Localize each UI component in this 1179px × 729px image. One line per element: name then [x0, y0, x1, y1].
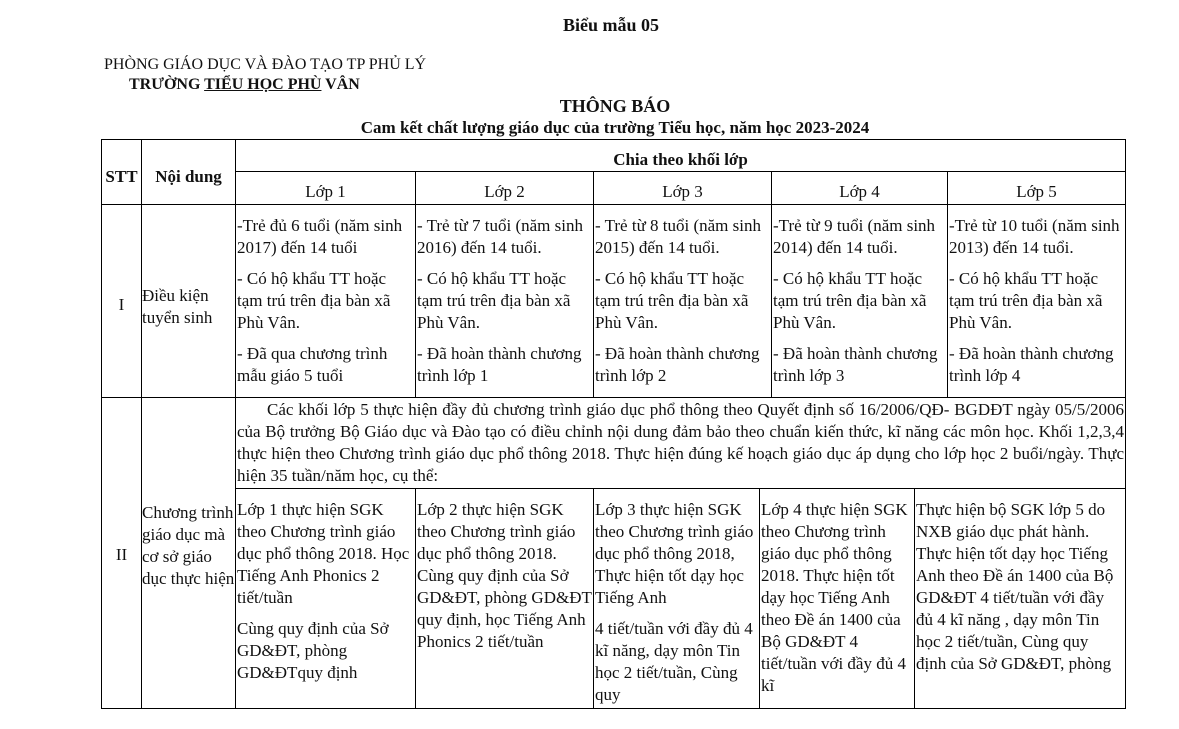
header-grade-3: Lớp 3	[662, 182, 703, 201]
row1-grade4-prereq: - Đã hoàn thành chương trình lớp 3	[773, 344, 938, 385]
row1-grade1-prereq: - Đã qua chương trình mẫu giáo 5 tuổi	[237, 344, 388, 385]
row1-grade3-age: - Trẻ từ 8 tuổi (năm sinh 2015) đến 14 tuổi.	[595, 216, 761, 257]
row1-grade1-residence: - Có hộ khẩu TT hoặc tạm trú trên địa bàn xã Phù Vân.	[237, 269, 391, 332]
row2-content: Chương trình giáo dục mà cơ sở giáo dục thực hiện	[142, 503, 235, 588]
department-name: PHÒNG GIÁO DỤC VÀ ĐÀO TẠO TP PHỦ LÝ	[104, 56, 427, 73]
row1-grade1-age: -Trẻ đủ 6 tuổi (năm sinh 2017) đến 14 tuổi	[237, 216, 403, 257]
header-grade-2: Lớp 2	[484, 182, 525, 201]
row1-stt: I	[118, 295, 125, 314]
row1-grade3	[595, 215, 771, 396]
row2-grade1	[237, 499, 415, 707]
row2-grade5	[916, 499, 1121, 707]
row1-grade2-residence: - Có hộ khẩu TT hoặc tạm trú trên địa bàn xã Phù Vân.	[417, 269, 571, 332]
row2-grade3	[595, 499, 759, 709]
row1-grade5-age: -Trẻ từ 10 tuổi (năm sinh 2013) đến 14 tuổi.	[949, 216, 1120, 257]
row1-grade3-prereq: - Đã hoàn thành chương trình lớp 2	[595, 344, 760, 385]
form-number: Biểu mẫu 05	[563, 15, 660, 35]
row1-grade4-age: -Trẻ từ 9 tuổi (năm sinh 2014) đến 14 tuổi.	[773, 216, 936, 257]
school-name	[129, 76, 360, 94]
school-underlined: TIỂU HỌC PHÙ	[204, 76, 322, 93]
row2-grade2-part1: Lớp 2 thực hiện SGK theo Chương trình giáo dục phổ thông 2018. Cùng quy định của Sở GD&ĐT, phòng GD&ĐT quy định, học Tiếng Anh Phonics 2 tiết/tuần	[417, 500, 592, 651]
row2-grade1-part2: Cùng quy định của Sở GD&ĐT, phòng GD&ĐTquy định	[237, 619, 389, 682]
row1-grade4-residence: - Có hộ khẩu TT hoặc tạm trú trên địa bàn xã Phù Vân.	[773, 269, 927, 332]
row2-intro: Các khối lớp 5 thực hiện đầy đủ chương trình giáo dục phổ thông theo Quyết định số 16/2006/QĐ- BGDĐT ngày 05/5/2006 của Bộ trưởng Bộ Giáo dục và Đào tạo có điều chỉnh nội dung đảm bảo theo chuẩn kiến thức, kĩ năng các môn học. Khối 1,2,3,4 thực hiện theo Chương trình giáo dục phổ thông 2018. Thực hiện đúng kế hoạch giáo dục áp dụng cho lớp học 2 buổi/ngày. Thực hiện 35 tuần/năm học, cụ thể:	[237, 400, 1124, 485]
row2-grade3-part1: Lớp 3 thực hiện SGK theo Chương trình giáo dục phổ thông 2018, Thực hiện tốt dạy học Tiếng Anh	[595, 500, 754, 607]
row1-grade5-prereq: - Đã hoàn thành chương trình lớp 4	[949, 344, 1114, 385]
document-title: THÔNG BÁO	[559, 96, 671, 116]
row2-grade3-part2: 4 tiết/tuần với đầy đủ 4 kĩ năng, dạy môn Tin học 2 tiết/tuần, Cùng quy	[595, 619, 753, 704]
row1-grade1	[237, 215, 415, 396]
row2-grade1-part1: Lớp 1 thực hiện SGK theo Chương trình giáo dục phổ thông 2018. Học Tiếng Anh Phonics 2 tiết/tuần	[237, 500, 410, 607]
commitment-table	[101, 139, 1126, 709]
row2-grade4	[761, 499, 914, 707]
row2-grade5-part1: Thực hiện bộ SGK lớp 5 do NXB giáo dục phát hành. Thực hiện tốt dạy học Tiếng Anh theo Đề án 1400 của Bộ GD&ĐT 4 tiết/tuần với đầy đủ 4 kĩ năng , dạy môn Tin học 2 tiết/tuần, Cùng quy định của Sở GD&ĐT, phòng	[916, 500, 1114, 673]
header-grade-4: Lớp 4	[839, 182, 880, 201]
header-content: Nội dung	[155, 167, 222, 186]
row2-stt: II	[115, 545, 128, 564]
school-prefix: TRƯỜNG	[129, 76, 205, 93]
row1-grade4	[773, 215, 947, 396]
header-grade-group: Chia theo khối lớp	[613, 150, 748, 169]
header-grade-1: Lớp 1	[305, 182, 346, 201]
document-subtitle: Cam kết chất lượng giáo dục của trường Tiểu học, năm học 2023-2024	[360, 118, 870, 137]
row2-grade2	[417, 499, 593, 707]
row1-grade2-age: - Trẻ từ 7 tuổi (năm sinh 2016) đến 14 tuổi.	[417, 216, 583, 257]
header-stt: STT	[105, 167, 138, 186]
row1-grade5	[949, 215, 1125, 396]
row2-grade4-part1: Lớp 4 thực hiện SGK theo Chương trình giáo dục phổ thông 2018. Thực hiện tốt dạy học Tiếng Anh theo Đề án 1400 của Bộ GD&ĐT 4 tiết/tuần với đầy đủ 4 kĩ	[761, 500, 908, 695]
row1-grade2-prereq: - Đã hoàn thành chương trình lớp 1	[417, 344, 582, 385]
row1-content: Điều kiện tuyển sinh	[142, 286, 213, 327]
row1-grade3-residence: - Có hộ khẩu TT hoặc tạm trú trên địa bàn xã Phù Vân.	[595, 269, 749, 332]
header-grade-5: Lớp 5	[1016, 182, 1057, 201]
row1-grade5-residence: - Có hộ khẩu TT hoặc tạm trú trên địa bàn xã Phù Vân.	[949, 269, 1103, 332]
school-suffix: VÂN	[321, 76, 360, 93]
row1-grade2	[417, 215, 593, 396]
